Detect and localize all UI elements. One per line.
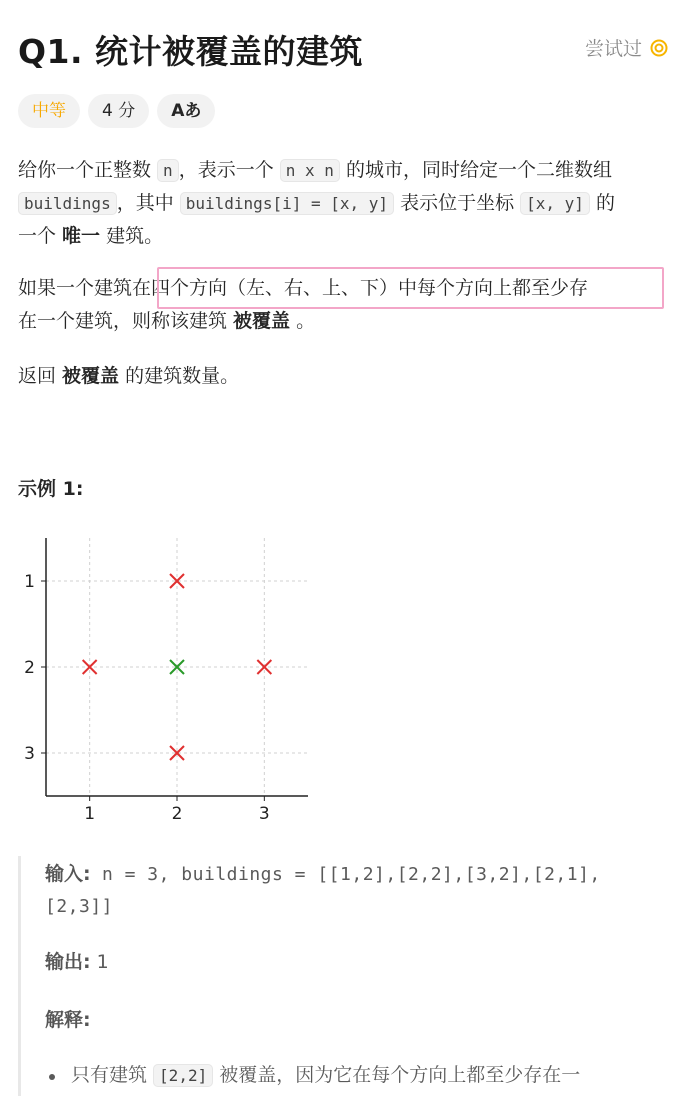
highlight-box — [157, 267, 664, 309]
example-explain-text — [71, 1059, 580, 1092]
output-label: 输出: — [45, 951, 91, 973]
text-span: 的 — [589, 192, 615, 214]
example-block — [18, 856, 681, 1096]
text-span: 的建筑数量。 — [119, 365, 240, 387]
text-span: 表示位于坐标 — [394, 192, 521, 214]
input-value: [2,3]] — [45, 896, 114, 917]
bold-text: 唯一 — [62, 225, 101, 247]
inline-code: buildings — [18, 192, 117, 215]
text-span: ，其中 — [116, 192, 180, 214]
problem-header — [18, 24, 670, 72]
text-span: ，表示一个 — [178, 159, 280, 181]
problem-title: Q1. 统计被覆盖的建筑 — [18, 32, 364, 71]
example-title: 示例 1: — [18, 478, 84, 500]
text-span: 。 — [290, 310, 316, 332]
input-label: 输入: — [45, 863, 91, 885]
text-span: 一个 — [18, 225, 63, 247]
example-chart — [18, 530, 318, 830]
y-tick-label: 2 — [24, 658, 35, 678]
bold-text: 被覆盖 — [62, 365, 120, 387]
tag-row — [18, 94, 215, 128]
x-tick-label: 3 — [258, 804, 270, 824]
inline-code: [2,2] — [153, 1064, 213, 1087]
text-span: 只有建筑 — [71, 1064, 154, 1086]
text-span: 的城市，同时给定一个二维数组 — [339, 159, 612, 181]
y-tick-label: 3 — [24, 744, 35, 764]
example-input — [45, 858, 601, 891]
example-input-cont — [45, 890, 113, 923]
inline-code: n x n — [280, 159, 340, 182]
text-span: 被覆盖，因为它在每个方向上都至少存在一 — [213, 1064, 581, 1086]
target-circle-icon — [650, 39, 668, 57]
text-span: 建筑。 — [100, 225, 164, 247]
text-span: 返回 — [18, 365, 63, 387]
example-output — [45, 946, 109, 978]
text-span: 在一个建筑，则称该建筑 — [18, 310, 234, 332]
inline-code: buildings[i] = [x, y] — [180, 192, 394, 215]
bullet-dot — [49, 1074, 55, 1080]
tried-label: 尝试过 — [584, 38, 642, 60]
bold-text: 被覆盖 — [233, 310, 291, 332]
x-tick-label: 2 — [171, 804, 183, 824]
text-span: 如果一个建筑在四个方向（左、右、上、下）中每个方向上都至少存 — [18, 277, 589, 299]
explain-label: 解释: — [45, 1009, 91, 1031]
tried-status[interactable] — [585, 34, 668, 61]
x-tick-label: 1 — [84, 804, 96, 824]
text-span: 给你一个正整数 — [18, 159, 158, 181]
difficulty-tag[interactable]: 中等 — [18, 94, 80, 128]
description-paragraph-1 — [18, 154, 668, 253]
y-tick-label: 1 — [24, 572, 35, 592]
input-value: n = 3, buildings = [[1,2],[2,2],[3,2],[2,1], — [90, 864, 601, 885]
description-paragraph-3 — [18, 360, 668, 393]
inline-code: n — [157, 159, 179, 182]
output-value: 1 — [90, 951, 109, 973]
inline-code: [x, y] — [520, 192, 590, 215]
font-toggle-button[interactable]: Aあ — [157, 94, 215, 128]
example-explain-label — [45, 1004, 91, 1036]
score-tag[interactable]: 4 分 — [88, 94, 149, 128]
